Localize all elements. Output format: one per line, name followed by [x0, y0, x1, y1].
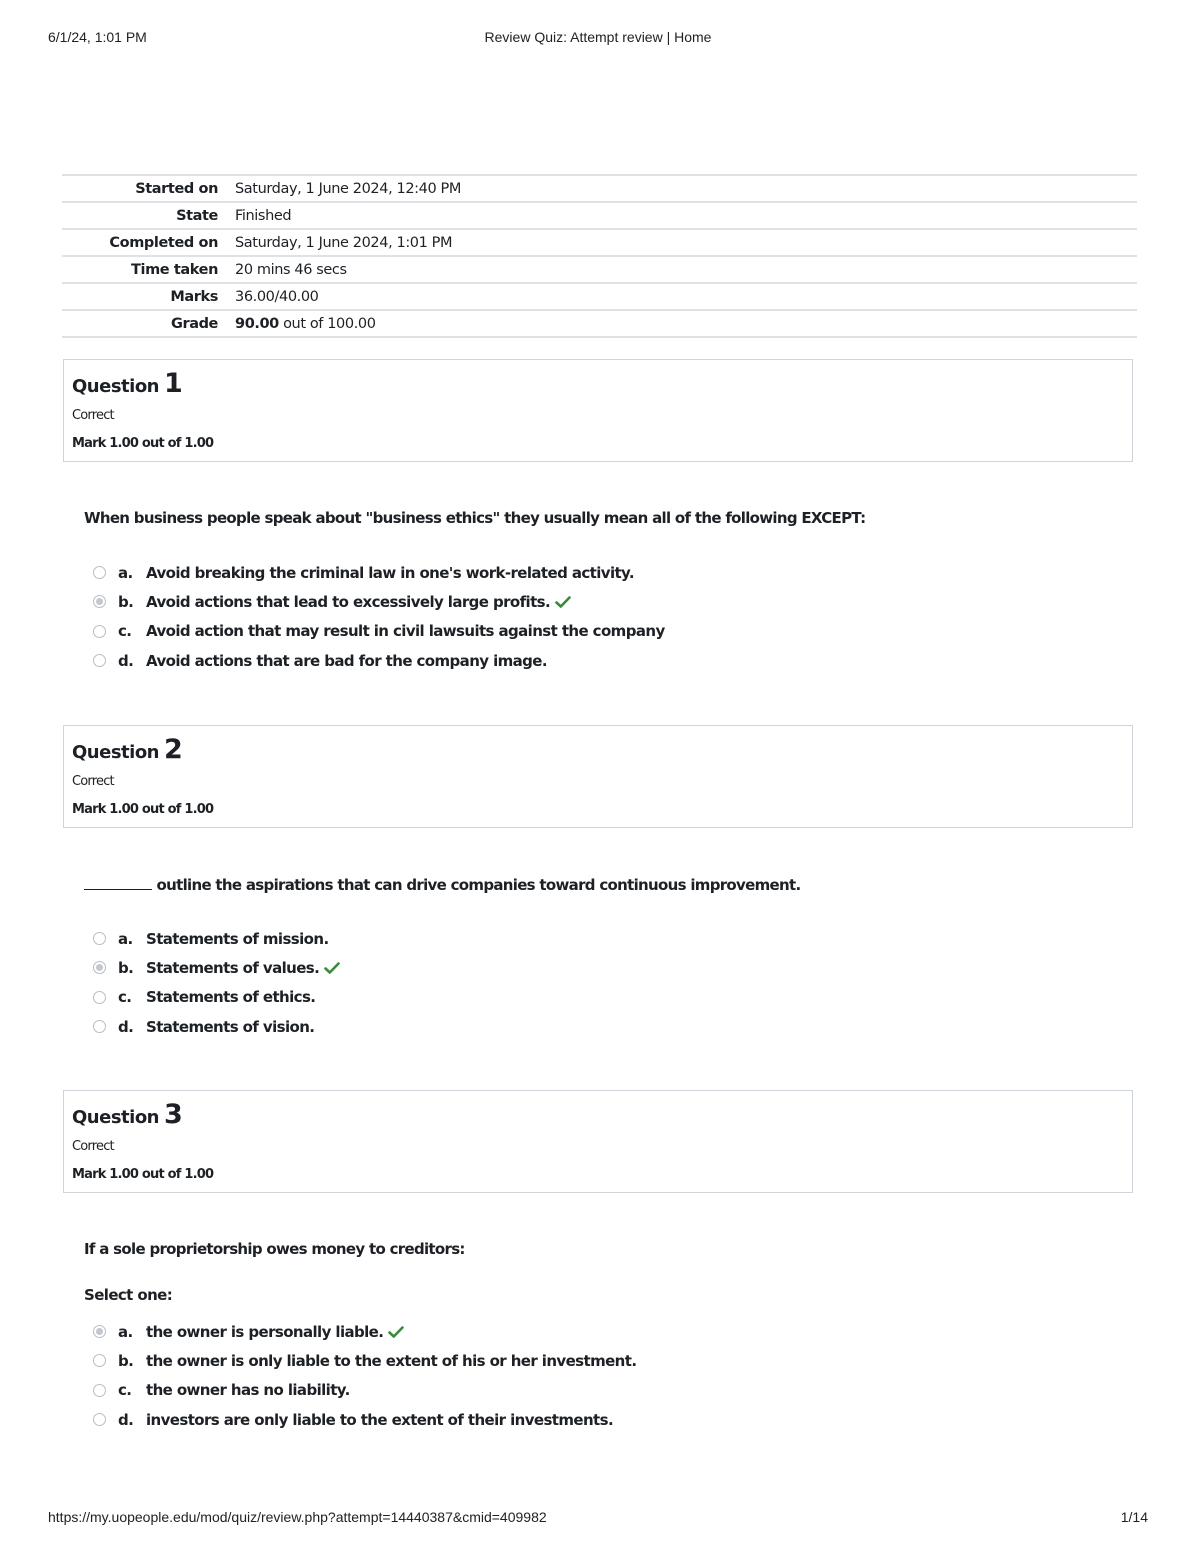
answer-option[interactable] [93, 646, 993, 675]
answer-option[interactable] [93, 1405, 993, 1434]
check-mark-icon [388, 1325, 404, 1339]
answer-text: Avoid actions that are bad for the company image. [146, 651, 547, 670]
answer-text: the owner has no liability. [146, 1381, 350, 1400]
answer-list [93, 1317, 993, 1434]
question-text [84, 875, 800, 894]
answer-text: investors are only liable to the extent of their investments. [146, 1410, 614, 1429]
answer-list [93, 924, 993, 1041]
answer-option[interactable] [93, 924, 993, 953]
radio-button-icon[interactable] [93, 625, 106, 638]
answer-list [93, 558, 993, 675]
answer-letter: a. [118, 929, 133, 948]
question-word: Question [72, 742, 159, 763]
answer-option[interactable] [93, 983, 993, 1012]
summary-label: Time taken [62, 256, 235, 283]
summary-row-marks [62, 283, 1137, 310]
radio-button-icon[interactable] [93, 961, 106, 974]
question-text-rest: outline the aspirations that can drive companies toward continuous improvement. [152, 876, 801, 894]
question-mark: Mark 1.00 out of 1.00 [72, 436, 214, 451]
question-info-box [63, 1090, 1133, 1193]
answer-text: Avoid breaking the criminal law in one's work-related activity. [146, 563, 634, 582]
print-datetime: 6/1/24, 1:01 PM [48, 29, 147, 45]
print-title: Review Quiz: Attempt review | Home [484, 29, 712, 45]
print-footer [48, 1509, 1148, 1527]
answer-option[interactable] [93, 1346, 993, 1375]
radio-button-icon[interactable] [93, 595, 106, 608]
question-state: Correct [72, 408, 114, 423]
answer-text: Avoid actions that lead to excessively large profits. [146, 592, 551, 611]
answer-letter: a. [118, 1322, 133, 1341]
answer-option[interactable] [93, 558, 993, 587]
summary-value: Saturday, 1 June 2024, 1:01 PM [235, 229, 1137, 256]
answer-letter: b. [118, 1351, 134, 1370]
summary-label: Marks [62, 283, 235, 310]
question-word: Question [72, 376, 159, 397]
summary-label: Started on [62, 175, 235, 202]
answer-letter: b. [118, 592, 134, 611]
question-text: When business people speak about "business ethics" they usually mean all of the following EXCEPT: [84, 509, 866, 527]
fill-in-blank [84, 875, 152, 890]
answer-letter: c. [118, 1381, 132, 1400]
radio-button-icon[interactable] [93, 932, 106, 945]
answer-letter: d. [118, 651, 134, 670]
summary-value: Saturday, 1 June 2024, 12:40 PM [235, 175, 1137, 202]
check-mark-icon [324, 961, 340, 975]
question-number: 2 [164, 734, 183, 765]
summary-row-completed [62, 229, 1137, 256]
attempt-summary-table [62, 174, 1137, 338]
question-mark: Mark 1.00 out of 1.00 [72, 802, 214, 817]
answer-letter: a. [118, 563, 133, 582]
grade-out-of: out of 100.00 [278, 315, 376, 332]
summary-row-time-taken [62, 256, 1137, 283]
radio-button-icon[interactable] [93, 1354, 106, 1367]
answer-letter: b. [118, 958, 134, 977]
answer-option[interactable] [93, 617, 993, 646]
radio-button-icon[interactable] [93, 1020, 106, 1033]
print-url: https://my.uopeople.edu/mod/quiz/review.php?attempt=14440387&cmid=409982 [48, 1509, 547, 1525]
question-info-box [63, 359, 1133, 462]
summary-label: Completed on [62, 229, 235, 256]
answer-text: Statements of mission. [146, 929, 329, 948]
question-info-box [63, 725, 1133, 828]
answer-text: Avoid action that may result in civil lawsuits against the company [146, 622, 665, 641]
question-number: 1 [164, 368, 183, 399]
answer-option[interactable] [93, 1376, 993, 1405]
answer-letter: c. [118, 622, 132, 641]
summary-row-started [62, 175, 1137, 202]
answer-option[interactable] [93, 953, 993, 982]
question-title [72, 734, 182, 765]
radio-button-icon[interactable] [93, 1413, 106, 1426]
summary-value: 36.00/40.00 [235, 283, 1137, 310]
grade-score: 90.00 [235, 315, 279, 332]
summary-label: State [62, 202, 235, 229]
radio-button-icon[interactable] [93, 654, 106, 667]
check-mark-icon [555, 595, 571, 609]
question-title [72, 1099, 182, 1130]
radio-button-icon[interactable] [93, 991, 106, 1004]
answer-text: Statements of ethics. [146, 988, 316, 1007]
answer-option[interactable] [93, 1012, 993, 1041]
question-word: Question [72, 1107, 159, 1128]
summary-value [235, 310, 1137, 337]
answer-option[interactable] [93, 1317, 993, 1346]
summary-value: Finished [235, 202, 1137, 229]
answer-text: Statements of values. [146, 958, 320, 977]
print-page-number: 1/14 [1120, 1509, 1148, 1525]
question-state: Correct [72, 1139, 114, 1154]
answer-letter: d. [118, 1017, 134, 1036]
summary-row-grade [62, 310, 1137, 337]
answer-text: the owner is personally liable. [146, 1322, 384, 1341]
question-title [72, 368, 182, 399]
answer-letter: c. [118, 988, 132, 1007]
answer-letter: d. [118, 1410, 134, 1429]
question-mark: Mark 1.00 out of 1.00 [72, 1167, 214, 1182]
question-number: 3 [164, 1099, 183, 1130]
answer-text: the owner is only liable to the extent of his or her investment. [146, 1351, 637, 1370]
question-text: If a sole proprietorship owes money to creditors: [84, 1240, 465, 1258]
radio-button-icon[interactable] [93, 1384, 106, 1397]
question-state: Correct [72, 774, 114, 789]
print-header [48, 29, 1148, 47]
summary-value: 20 mins 46 secs [235, 256, 1137, 283]
radio-button-icon[interactable] [93, 1325, 106, 1338]
answer-option[interactable] [93, 587, 993, 616]
summary-label: Grade [62, 310, 235, 337]
answer-text: Statements of vision. [146, 1017, 315, 1036]
summary-row-state [62, 202, 1137, 229]
select-one-prompt: Select one: [84, 1286, 173, 1304]
radio-button-icon[interactable] [93, 566, 106, 579]
